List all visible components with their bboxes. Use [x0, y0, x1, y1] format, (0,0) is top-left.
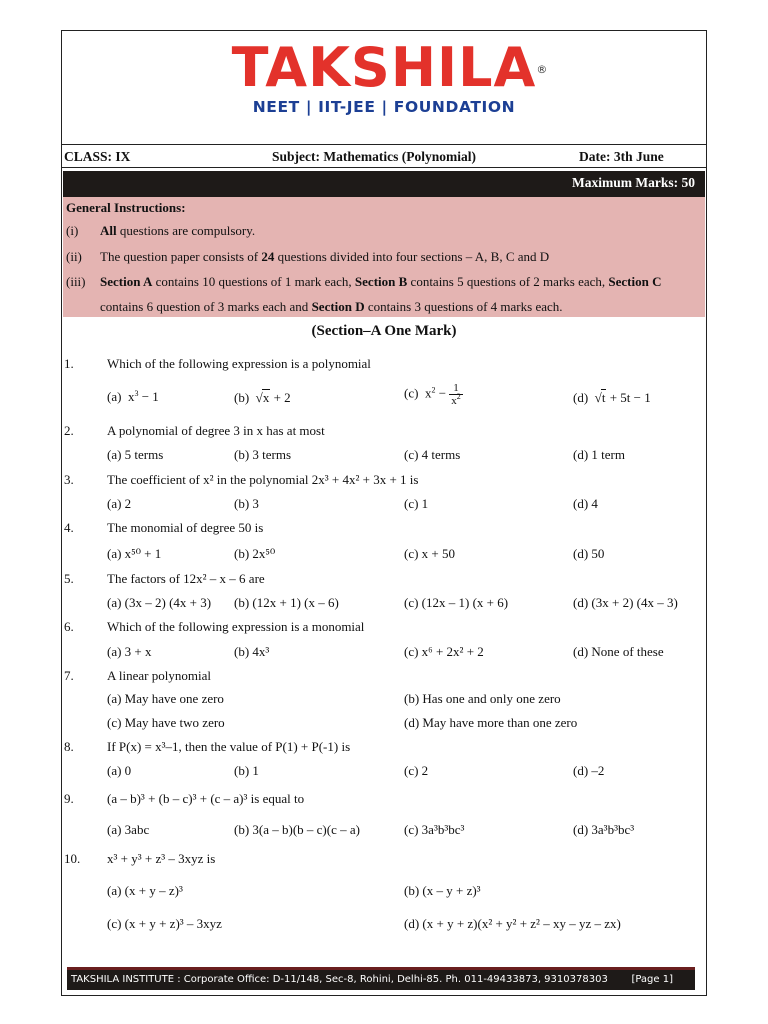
option-a: (a) 2: [107, 496, 132, 511]
question-number: 6.: [64, 619, 74, 634]
option-c: (c) (12x – 1) (x + 6): [404, 595, 509, 610]
option-c: (c) (x + y + z)³ – 3xyz: [107, 916, 222, 931]
option-c: (c) $x^2$ − $\frac{1}{x^2}$: [404, 382, 461, 407]
option-c: (c) x⁶ + 2x² + 2: [404, 644, 484, 659]
option-c: (c) May have two zero: [107, 715, 225, 730]
question-text: Which of the following expression is a polynomial: [107, 356, 371, 371]
question-text: The factors of 12x² – x – 6 are: [107, 571, 265, 586]
question-text: A linear polynomial: [107, 668, 211, 683]
question-number: 2.: [64, 423, 74, 438]
option-d: (d) (3x + 2) (4x – 3): [573, 595, 678, 610]
max-marks-bar: [63, 171, 705, 197]
option-b: (b) 2x⁵⁰: [234, 546, 276, 561]
option-d: (d) √t + 5t − 1: [573, 390, 651, 405]
option-a: (a) 5 terms: [107, 447, 164, 462]
question-number: 9.: [64, 791, 74, 806]
question-text: x³ + y³ + z³ – 3xyz is: [107, 851, 216, 866]
option-b: (b) 3 terms: [234, 447, 292, 462]
option-c: (c) x + 50: [404, 546, 456, 561]
question-number: 8.: [64, 739, 74, 754]
question-text: If P(x) = x³–1, then the value of P(1) + P(-1) is: [107, 739, 351, 754]
option-b: (b) (x – y + z)³: [404, 883, 481, 898]
registered-mark: ®: [536, 63, 549, 76]
option-b: (b) 1: [234, 763, 259, 778]
logo-tagline: NEET | IIT-JEE | FOUNDATION: [252, 98, 516, 116]
subject-label: Subject: Mathematics (Polynomial): [272, 149, 476, 164]
option-c: (c) 4 terms: [404, 447, 461, 462]
option-d: (d) (x + y + z)(x² + y² + z² – xy – yz – zx): [404, 916, 621, 931]
question-number: 10.: [64, 851, 81, 866]
option-b: (b) √x + 2: [234, 390, 291, 405]
paper-header: [61, 144, 707, 168]
option-c: (c) 2: [404, 763, 429, 778]
question-text: The coefficient of x² in the polynomial 2x³ + 4x² + 3x + 1 is: [107, 472, 419, 487]
question-number: 5.: [64, 571, 74, 586]
question-text: (a – b)³ + (b – c)³ + (c – a)³ is equal to: [107, 791, 305, 806]
page-footer: [67, 967, 695, 990]
option-d: (d) 4: [573, 496, 598, 511]
date-label: Date: 3th June: [579, 149, 664, 164]
option-a: (a) 3 + x: [107, 644, 152, 659]
general-instructions: General Instructions: (i) All questions are compulsory. (ii) The question paper consists of 24 questions divided into four sections – A, B, C and D (iii) Section A contains 10 questions of 1 mark each, Section B contains 5 questions of 2 marks each, Section C contains 6 question of 3 marks each and Section D contains 3 questions of 4 marks each.: [63, 197, 705, 317]
option-b: (b) 4x³: [234, 644, 270, 659]
option-d: (d) May have more than one zero: [404, 715, 578, 730]
question-number: 1.: [64, 356, 74, 371]
logo-wordmark: TAKSHILA ®: [231, 36, 549, 99]
option-a: (a) $x^3 - 1$: [107, 389, 159, 404]
option-d: (d) 50: [573, 546, 605, 561]
takshila-logo: [0, 36, 768, 116]
option-c: (c) 1: [404, 496, 429, 511]
question-text: The monomial of degree 50 is: [107, 520, 264, 535]
option-b: (b) 3: [234, 496, 259, 511]
option-b: (b) Has one and only one zero: [404, 691, 561, 706]
question-text: A polynomial of degree 3 in x has at most: [107, 423, 325, 438]
option-a: (a) x⁵⁰ + 1: [107, 546, 162, 561]
option-b: (b) 3(a – b)(b – c)(c – a): [234, 822, 360, 837]
option-b: (b) (12x + 1) (x – 6): [234, 595, 339, 610]
question-text: Which of the following expression is a monomial: [107, 619, 365, 634]
option-d: (d) 3a³b³bc³: [573, 822, 635, 837]
option-a: (a) May have one zero: [107, 691, 224, 706]
option-a: (a) 0: [107, 763, 132, 778]
question-number: 4.: [64, 520, 74, 535]
option-a: (a) 3abc: [107, 822, 150, 837]
option-d: (d) None of these: [573, 644, 664, 659]
option-d: (d) 1 term: [573, 447, 625, 462]
footer-address: TAKSHILA INSTITUTE : Corporate Office: D-11/148, Sec-8, Rohini, Delhi-85. Ph. 011-49433873, 9310378303: [71, 974, 608, 985]
section-a-title: (Section–A One Mark): [311, 323, 457, 339]
option-c: (c) 3a³b³bc³: [404, 822, 465, 837]
option-a: (a) (3x – 2) (4x + 3): [107, 595, 212, 610]
option-a: (a) (x + y – z)³: [107, 883, 183, 898]
page-number: [Page 1]: [631, 974, 673, 985]
option-d: (d) –2: [573, 763, 605, 778]
instructions-title: General Instructions:: [66, 200, 186, 215]
class-label: CLASS: IX: [64, 149, 131, 164]
question-number: 3.: [64, 472, 74, 487]
max-marks: Maximum Marks: 50: [572, 175, 695, 190]
question-number: 7.: [64, 668, 74, 683]
